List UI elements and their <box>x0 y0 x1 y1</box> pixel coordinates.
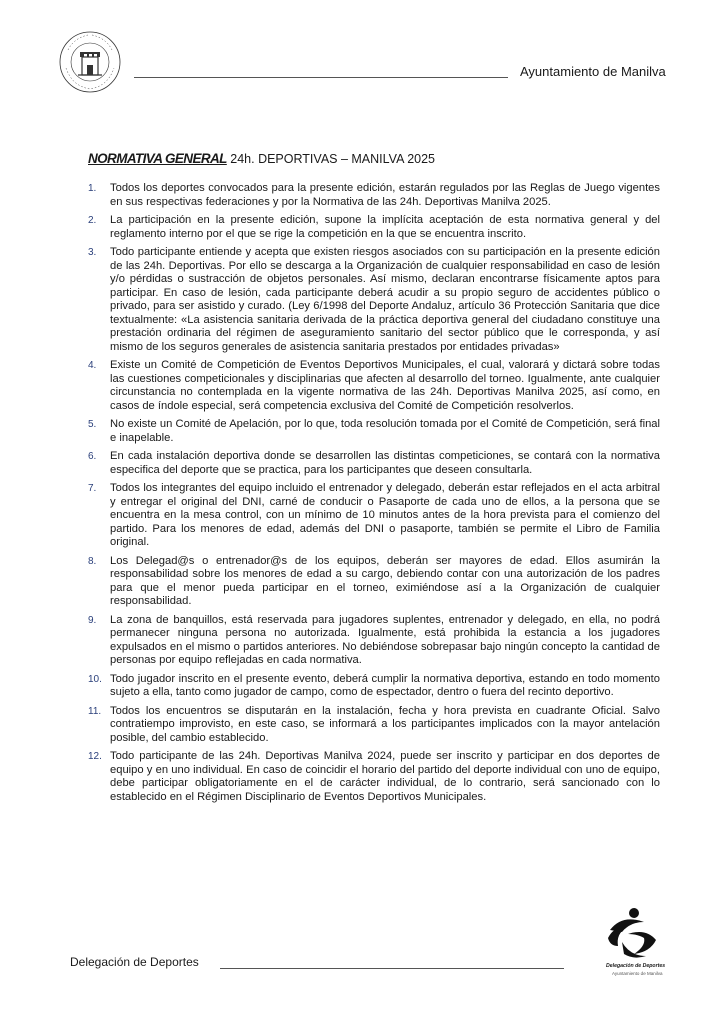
document-title-rest: 24h. DEPORTIVAS – MANILVA 2025 <box>226 152 435 166</box>
rule-number: 2. <box>88 215 97 226</box>
rule-item <box>88 182 660 209</box>
rule-number: 3. <box>88 247 97 258</box>
rule-item <box>88 359 660 413</box>
town-seal-logo <box>58 30 122 94</box>
rule-text: Todo participante de las 24h. Deportivas Manilva 2024, puede ser inscrito y participar en dos deportes de equipo y en uno individual. En caso de coincidir el horario del partido del deporte individual con uno de equipo, debe participar obligatoriamente en el de carácter individual, de lo contrario, será sancionado con lo establecido en el Régimen Disciplinario de Eventos Deportivos Municipales. <box>110 750 660 803</box>
rule-number: 10. <box>88 673 102 685</box>
rule-number: 9. <box>88 614 97 626</box>
rule-number: 5. <box>88 419 97 430</box>
rule-text: En cada instalación deportiva donde se desarrollen las distintas competiciones, se contará con la normativa especifica del deporte que se practica, para los participantes que deseen consultarla. <box>110 450 660 476</box>
rule-item <box>88 673 660 700</box>
rule-item <box>88 482 660 550</box>
document-title-bold: NORMATIVA GENERAL <box>88 151 227 166</box>
rule-text: La participación en la presente edición, supone la implícita aceptación de esta normativa general y del reglamento interno por el que se rige la competición en la que se encuentra inscrito. <box>110 214 660 240</box>
rule-text: Todo participante entiende y acepta que existen riesgos asociados con su participación en la presente edición de las 24h. Deportivas. Por ello se descarga a la Organización de cualquier responsabilidad en caso de lesión y/o pérdidas o sustracción de objetos personales. Así mismo, declaran encontrarse físicamente aptos para participar. En caso de lesión, cada participante deberá acudir a su propio seguro de accidentes público o privado, para ser asistido y curado. (Ley 6/1998 del Deporte Andaluz, artículo 36 Protección Sanitaria que dice textualmente: «La asistencia sanitaria derivada de la práctica deportiva general del ciudadano constituye una prestación ordinaria del régimen de aseguramiento sanitario del sector público que le corresponda, y así mismo de los seguros generales de asistencia sanitaria prestados por entidades privadas» <box>110 246 660 353</box>
rule-item <box>88 214 660 241</box>
rule-item <box>88 246 660 354</box>
rule-text: Todos los encuentros se disputarán en la instalación, fecha y hora prevista en cuadrante Oficial. Salvo contratiempo improvisto, en este caso, se informará a los participantes implicados con la mayor antelación posible, del cambio establecido. <box>110 704 660 744</box>
rule-text: Todos los deportes convocados para la presente edición, estarán regulados por las Reglas de Juego vigentes en sus respectivas federaciones y por la Normativa de las 24h. Deportivas Manilva 2025. <box>110 182 660 208</box>
rule-text: Los Delegad@s o entrenador@s de los equipos, deberán ser mayores de edad. Ellos asumirán la responsabilidad sobre los menores de edad a su cargo, debiendo contar con una autorización de los padres para que el menor pueda participar en el torneo, eximiéndose así a la Organización de cualquier responsabilidad. <box>110 554 660 607</box>
rule-item <box>88 555 660 609</box>
rule-number: 4. <box>88 360 97 371</box>
rule-number: 1. <box>88 183 97 194</box>
rule-text: Todos los integrantes del equipo incluido el entrenador y delegado, deberán estar reflejados en el acta arbitral y entregar el original del DNI, carné de conducir o Pasaporte de cada uno de ellos, a la persona que se encuentra en la mesa control, con un mínimo de 10 minutos antes de la hora prevista para el comienzo del partido. Para los menores de edad, además del DNI o pasaporte, también se permite el Libro de Familia original. <box>110 482 660 548</box>
rule-number: 7. <box>88 483 97 494</box>
rule-item <box>88 450 660 477</box>
rule-number: 8. <box>88 555 97 567</box>
rule-item <box>88 705 660 746</box>
footer-department: Delegación de Deportes <box>70 955 199 969</box>
document-title <box>88 151 435 166</box>
logo-caption: Delegación de Deportes <box>606 963 666 969</box>
rule-item <box>88 418 660 445</box>
rule-text: La zona de banquillos, está reservada para jugadores suplentes, entrenador y delegado, en ella, no podrá permanecer ninguna persona no autorizada. Igualmente, está prohibida la estancia a los jugadores expulsados en el mismo o partidos anteriores. No debiéndose sobrepasar bajo ningún concepto la cantidad de personas por equipo reflejadas en cada normativa. <box>110 613 660 666</box>
footer-rule <box>220 968 564 969</box>
logo-subcaption: Ayuntamiento de Manilva <box>612 971 663 976</box>
rule-item <box>88 750 660 804</box>
header-rule <box>134 77 508 78</box>
rule-number: 11. <box>88 705 102 717</box>
rule-text: No existe un Comité de Apelación, por lo que, toda resolución tomada por el Comité de Competición, será final e inapelable. <box>110 418 660 444</box>
rule-number: 12. <box>88 751 102 762</box>
rule-text: Todo jugador inscrito en el presente evento, deberá cumplir la normativa deportiva, estando en todo momento sujeto a ella, tanto como jugador de campo, como de espectador, dentro o fuera del recinto deportivo. <box>110 672 660 698</box>
rules-list <box>88 182 660 809</box>
header-title: Ayuntamiento de Manilva <box>520 64 666 79</box>
rule-item <box>88 614 660 668</box>
rule-text: Existe un Comité de Competición de Eventos Deportivos Municipales, el cual, valorará y dictará sobre todas las cuestiones competicionales y disciplinarias que afecten al desarrollo del torneo. Igualmente, ante cualquier circunstancia no contemplada en la vigente normativa de las 24h. Deportivas Manilva 2025, así como, en casos de índole especial, será competencia exclusiva del Comité de Competición resolverlos. <box>110 359 660 412</box>
rule-number: 6. <box>88 451 97 462</box>
